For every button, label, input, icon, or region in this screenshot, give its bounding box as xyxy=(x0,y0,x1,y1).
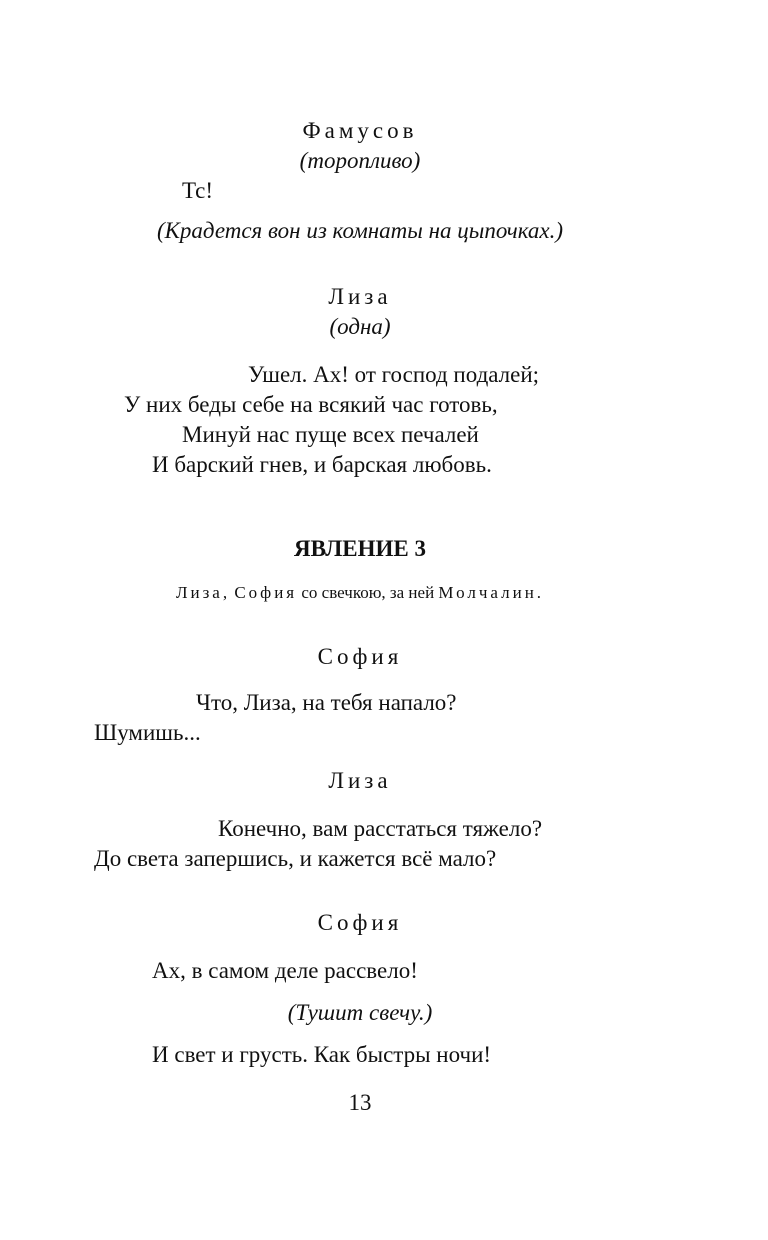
dialogue-line: И свет и грусть. Как быстры ночи! xyxy=(152,1042,492,1067)
dialogue-line: Что, Лиза, на тебя напало? xyxy=(196,690,457,715)
cast-name: Молчалин. xyxy=(438,583,545,602)
cast-name: Лиза, xyxy=(175,583,231,602)
speaker-liza: Лиза xyxy=(328,284,392,309)
verse-line: У них беды себе на всякий час готовь, xyxy=(124,392,498,417)
cast-name: София xyxy=(234,583,298,602)
verse-line: Ушел. Ах! от господ подалей; xyxy=(248,362,540,387)
scene-title: ЯВЛЕНИЕ 3 xyxy=(294,536,426,561)
speaker-liza: Лиза xyxy=(328,768,392,793)
dialogue-line: Шумишь... xyxy=(94,720,201,745)
stage-remark: (торопливо) xyxy=(299,148,421,173)
speaker-famusov: Фамусов xyxy=(302,118,418,143)
dialogue-line: Конечно, вам расстаться тяжело? xyxy=(218,816,543,841)
speaker-sofia: София xyxy=(317,910,403,935)
scene-cast xyxy=(0,578,720,608)
dialogue-line: До света запершись, и кажется всё мало? xyxy=(94,846,497,871)
dialogue-line: Тс! xyxy=(182,178,214,203)
stage-direction: (Крадется вон из комнаты на цыпочках.) xyxy=(156,218,564,243)
dialogue-line: Ах, в самом деле рассвело! xyxy=(152,958,418,983)
page-number: 13 xyxy=(348,1090,372,1115)
stage-direction: (Тушит свечу.) xyxy=(287,1000,433,1025)
cast-text: со свечкою, за ней xyxy=(301,583,435,602)
verse-line: И барский гнев, и барская любовь. xyxy=(152,452,492,477)
verse-line: Минуй нас пуще всех печалей xyxy=(182,422,479,447)
stage-remark: (одна) xyxy=(329,314,391,339)
speaker-sofia: София xyxy=(317,644,403,669)
